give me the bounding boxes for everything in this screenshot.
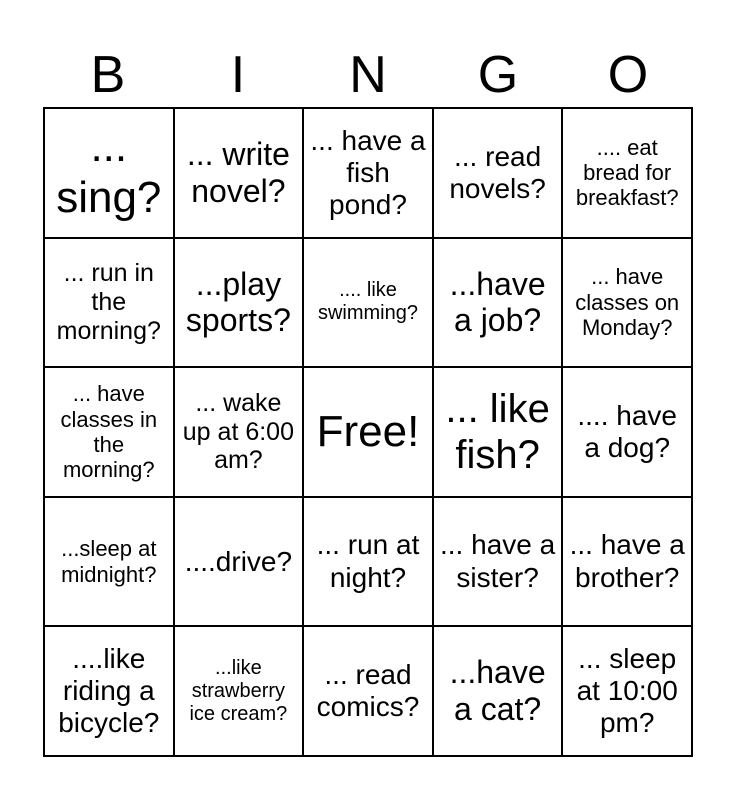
bingo-card bbox=[43, 107, 693, 757]
bingo-cell[interactable]: ...have a cat? bbox=[433, 626, 563, 756]
header-letter-o: O bbox=[607, 46, 649, 104]
header-letter-n: N bbox=[349, 46, 387, 104]
bingo-cell[interactable]: ... have classes in the morning? bbox=[44, 367, 174, 497]
bingo-cell[interactable]: ....like riding a bicycle? bbox=[44, 626, 174, 756]
bingo-cell[interactable]: ...play sports? bbox=[174, 238, 304, 368]
header-letter-i: I bbox=[230, 46, 246, 104]
bingo-cell[interactable]: ... read comics? bbox=[303, 626, 433, 756]
bingo-cell[interactable]: ... sing? bbox=[44, 108, 174, 238]
bingo-cell[interactable]: ... have a sister? bbox=[433, 497, 563, 627]
bingo-cell[interactable]: ...like strawberry ice cream? bbox=[174, 626, 304, 756]
bingo-cell[interactable]: ... read novels? bbox=[433, 108, 563, 238]
bingo-cell[interactable]: ....drive? bbox=[174, 497, 304, 627]
bingo-header bbox=[43, 44, 693, 106]
header-letter-b: B bbox=[90, 46, 126, 104]
bingo-cell[interactable]: ... run at night? bbox=[303, 497, 433, 627]
bingo-cell[interactable]: ... sleep at 10:00 pm? bbox=[562, 626, 692, 756]
free-space[interactable]: Free! bbox=[303, 367, 433, 497]
bingo-cell[interactable]: ... wake up at 6:00 am? bbox=[174, 367, 304, 497]
bingo-cell[interactable]: ...have a job? bbox=[433, 238, 563, 368]
bingo-cell[interactable]: ... write novel? bbox=[174, 108, 304, 238]
bingo-cell[interactable]: ... have a fish pond? bbox=[303, 108, 433, 238]
bingo-cell[interactable]: .... like swimming? bbox=[303, 238, 433, 368]
bingo-cell[interactable]: ... like fish? bbox=[433, 367, 563, 497]
bingo-cell[interactable]: ... have a brother? bbox=[562, 497, 692, 627]
bingo-cell[interactable]: .... have a dog? bbox=[562, 367, 692, 497]
bingo-cell[interactable]: .... eat bread for breakfast? bbox=[562, 108, 692, 238]
bingo-cell[interactable]: ... run in the morning? bbox=[44, 238, 174, 368]
bingo-cell[interactable]: ... have classes on Monday? bbox=[562, 238, 692, 368]
header-letter-g: G bbox=[477, 46, 519, 104]
bingo-cell[interactable]: ...sleep at midnight? bbox=[44, 497, 174, 627]
